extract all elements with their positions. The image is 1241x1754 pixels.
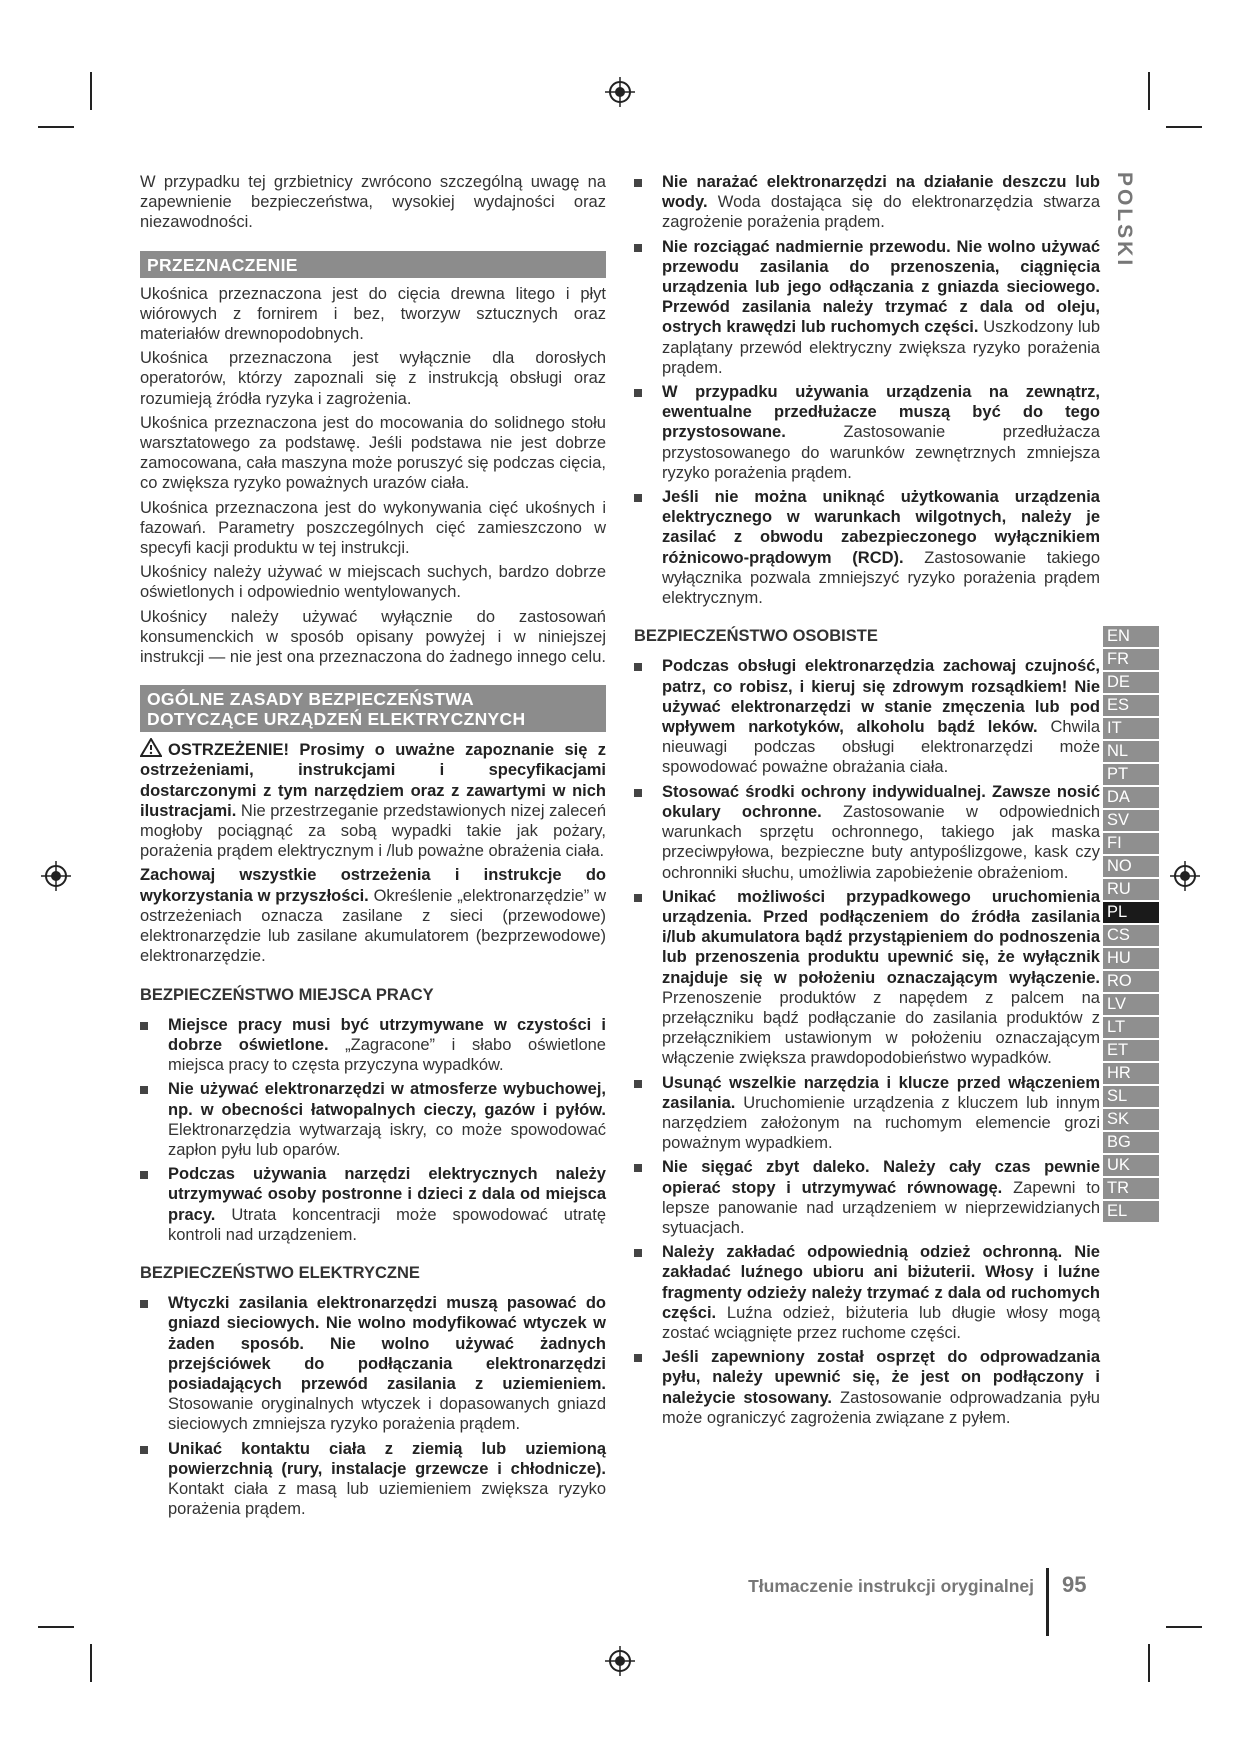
crop-mark xyxy=(1148,72,1150,110)
language-tab-list xyxy=(1103,626,1159,1224)
language-tab-pt: PT xyxy=(1103,764,1159,785)
language-tab-ro: RO xyxy=(1103,971,1159,992)
list-item: W przypadku używania urządzenia na zewnątrz, ewentualne przedłużacze muszą być do tego przystosowane. Zastosowanie przedłużacza przystosowanego do warunków zewnętrznych zmniejsza ryzyko porażenia prądem. xyxy=(634,382,1100,483)
intro-paragraph: W przypadku tej grzbietnicy zwrócono szczególną uwagę na zapewnienie bezpieczeństwa, wysokiej wydajności oraz niezawodności. xyxy=(140,173,606,232)
language-tab-lv: LV xyxy=(1103,994,1159,1015)
electrical-list-left xyxy=(140,1293,606,1519)
language-tab-es: ES xyxy=(1103,695,1159,716)
purpose-paragraph: Ukośnicy należy używać wyłącznie do zastosowań konsumenckich w sposób opisany powyżej i w niniejszej instrukcji — nie jest ona przeznaczona do żadnego innego celu. xyxy=(140,607,606,667)
list-item: Nie używać elektronarzędzi w atmosferze wybuchowej, np. w obecności łatwopalnych cieczy, gazów i pyłów. Elektronarzędzia wytwarzają iskry, co może spowodować zapłon pyłu lub oparów. xyxy=(140,1079,606,1160)
registration-mark-icon xyxy=(605,1646,635,1676)
warning-paragraph xyxy=(140,738,606,861)
crop-mark xyxy=(1166,1626,1202,1628)
language-tab-fi: FI xyxy=(1103,833,1159,854)
language-tab-bg: BG xyxy=(1103,1132,1159,1153)
footer-text: Tłumaczenie instrukcji oryginalnej xyxy=(748,1576,1034,1596)
language-tab-lt: LT xyxy=(1103,1017,1159,1038)
list-item: Podczas obsługi elektronarzędzia zachowaj czujność, patrz, co robisz, i kieruj się zdrowym rozsądkiem! Nie używać elektronarzędzi w stanie zmęczenia lub pod wpływem narkotyków, alkoholu bądź leków. Chwila nieuwagi podczas obsługi elektronarzędzi może spowodować poważne obrażania ciała. xyxy=(634,656,1100,777)
list-item: Nie rozciągać nadmiernie przewodu. Nie wolno używać przewodu zasilania do przenoszenia, ciągnięcia urządzenia lub jego odłączania z gniazda sieciowego. Przewód zasilania należy trzymać z dala od oleju, ostrych krawędzi lub ruchomych części. Uszkodzony lub zaplątany przewód elektryczny zwiększa ryzyko porażenia prądem. xyxy=(634,237,1100,378)
language-tab-et: ET xyxy=(1103,1040,1159,1061)
list-item: Wtyczki zasilania elektronarzędzi muszą pasować do gniazd sieciowych. Nie wolno modyfikować wtyczek w żaden sposób. Nie wolno używać żadnych przejściówek do podłączania elektronarzędzi posiadających przewód zasilania z uziemieniem. Stosowanie oryginalnych wtyczek i dopasowanych gniazd sieciowych zmniejsza ryzyko porażenia prądem. xyxy=(140,1293,606,1434)
list-item: Podczas używania narzędzi elektrycznych należy utrzymywać osoby postronne i dzieci z dala od miejsca pracy. Utrata koncentracji może spowodować utratę kontroli nad urządzeniem. xyxy=(140,1164,606,1245)
crop-mark xyxy=(38,1626,74,1628)
purpose-paragraph: Ukośnica przeznaczona jest wyłącznie dla dorosłych operatorów, którzy zapoznali się z instrukcją obsługi oraz rozumieją źródła ryzyka i zagrożenia. xyxy=(140,349,606,408)
left-column xyxy=(140,172,606,1523)
language-tab-sk: SK xyxy=(1103,1109,1159,1130)
heading-line: DOTYCZĄCE URZĄDZEŃ ELEKTRYCZNYCH xyxy=(147,709,526,730)
language-tab-nl: NL xyxy=(1103,741,1159,762)
list-item: Nie sięgać zbyt daleko. Należy cały czas pewnie opierać stopy i utrzymywać równowagę. Zapewni to lepsze panowanie nad urządzeniem w nieprzewidzianych sytuacjach. xyxy=(634,1157,1100,1238)
language-tab-de: DE xyxy=(1103,672,1159,693)
list-item: Usunąć wszelkie narzędzia i klucze przed włączeniem zasilania. Uruchomienie urządzenia z kluczem lub innym narzędziem założonym na ruchomym elemencie grozi poważnym wypadkiem. xyxy=(634,1073,1100,1154)
page-number: 95 xyxy=(1062,1572,1087,1597)
keep-text: Określenie „elektronarzędzie” w ostrzeżeniach oznacza zasilane z sieci (przewodowe) elektronarzędzie lub zasilane akumulatorem (bezprzewodowe) elektronarzędzie. xyxy=(140,886,607,966)
crop-mark xyxy=(90,1644,92,1682)
list-item: Unikać kontaktu ciała z ziemią lub uziemioną powierzchnią (rury, instalacje grzewcze i chłodnicze). Kontakt ciała z masą lub uziemieniem zwiększa ryzyko porażenia prądem. xyxy=(140,1439,606,1520)
right-column xyxy=(634,172,1100,1432)
subheading-personal: BEZPIECZEŃSTWO OSOBISTE xyxy=(634,627,878,646)
crop-mark xyxy=(38,126,74,128)
subheading-electrical: BEZPIECZEŃSTWO ELEKTRYCZNE xyxy=(140,1263,420,1282)
language-tab-fr: FR xyxy=(1103,649,1159,670)
language-tab-it: IT xyxy=(1103,718,1159,739)
language-tab-no: NO xyxy=(1103,856,1159,877)
language-tab-el: EL xyxy=(1103,1201,1159,1222)
language-tab-pl: PL xyxy=(1103,902,1159,923)
subheading-work-area: BEZPIECZEŃSTWO MIEJSCA PRACY xyxy=(140,985,434,1004)
electrical-list-right xyxy=(634,172,1100,608)
language-tab-sl: SL xyxy=(1103,1086,1159,1107)
crop-mark xyxy=(1166,126,1202,128)
side-language-title: POLSKI xyxy=(1113,172,1136,269)
list-item: Jeśli nie można uniknąć użytkowania urządzenia elektrycznego w warunkach wilgotnych, należy je zasilać z obwodu zabezpieczonego wyłącznikiem różnicowo-prądowym (RCD). Zastosowanie takiego wyłącznika pozwala zmniejszyć ryzyko porażenia prądem elektrycznym. xyxy=(634,487,1100,608)
purpose-paragraph: Ukośnica przeznaczona jest do cięcia drewna litego i płyt wiórowych z fornirem i bez, tworzyw sztucznych oraz materiałów drewnopodobnych. xyxy=(140,284,606,344)
registration-mark-icon xyxy=(41,861,71,891)
language-tab-sv: SV xyxy=(1103,810,1159,831)
language-tab-da: DA xyxy=(1103,787,1159,808)
keep-bold: Zachowaj wszystkie ostrzeżenia i instrukcje do wykorzystania w przyszłości. xyxy=(140,866,606,905)
language-tab-uk: UK xyxy=(1103,1155,1159,1176)
registration-mark-icon xyxy=(1170,861,1200,891)
list-item: Należy zakładać odpowiednią odzież ochronną. Nie zakładać luźnego ubioru ani biżuterii. Włosy i luźne fragmenty odzieży należy trzymać z dala od ruchomych części. Luźna odzież, biżuteria lub długie włosy mogą zostać wciągnięte przez ruchome części. xyxy=(634,1242,1100,1343)
list-item: Stosować środki ochrony indywidualnej. Zawsze nosić okulary ochronne. Zastosowanie w odpowiednich warunkach sprzętu ochronnego, takiego jak maska przeciwpyłowa, bezpieczne buty antypoślizgowe, kask czy ochronniki słuchu, umożliwia zapobieżenie obrażeniom. xyxy=(634,782,1100,883)
list-item: Unikać możliwości przypadkowego uruchomienia urządzenia. Przed podłączeniem do źródła zasilania i/lub akumulatora bądź przystąpieniem do podnoszenia lub przenoszenia produktu upewnić się, że wyłącznik znajduje się w położeniu oznaczającym wyłączenie. Przenoszenie produktów z napędem z palcem na przełączniku bądź podłączanie do zasilania produktów z przełącznikiem ustawionym w położeniu oznaczającym włączenie zwiększa prawdopodobieństwo wypadków. xyxy=(634,887,1100,1069)
list-item: Jeśli zapewniony został osprzęt do odprowadzania pyłu, należy upewnić się, że jest on podłączony i należycie stosowany. Zastosowanie odprowadzania pyłu może ograniczyć zagrożenia związane z pyłem. xyxy=(634,1347,1100,1428)
work-area-list xyxy=(140,1015,606,1245)
crop-mark xyxy=(1148,1644,1150,1682)
warning-bold: OSTRZEŻENIE! Prosimy o uważne zapoznanie się z ostrzeżeniami, instrukcjami i specyfikacjami dostarczonymi z tym narzędziem oraz z zawartymi w nich ilustracjami. xyxy=(140,741,606,820)
keep-instructions-paragraph xyxy=(140,865,606,966)
language-tab-tr: TR xyxy=(1103,1178,1159,1199)
registration-mark-icon xyxy=(605,77,635,107)
language-tab-hr: HR xyxy=(1103,1063,1159,1084)
personal-list xyxy=(634,656,1100,1428)
warning-triangle-icon xyxy=(140,738,162,757)
language-tab-en: EN xyxy=(1103,626,1159,647)
list-item: Nie narażać elektronarzędzi na działanie deszczu lub wody. Woda dostająca się do elektronarzędzia stwarza zagrożenie porażenia prądem. xyxy=(634,172,1100,233)
language-tab-ru: RU xyxy=(1103,879,1159,900)
purpose-paragraph: Ukośnica przeznaczona jest do wykonywania cięć ukośnych i fazowań. Parametry poszczególnych cięć zamieszczono w specyfi kacji produktu w tej instrukcji. xyxy=(140,498,606,558)
section-heading-general-safety xyxy=(140,685,606,732)
language-tab-hu: HU xyxy=(1103,948,1159,969)
crop-mark xyxy=(90,72,92,110)
language-tab-cs: CS xyxy=(1103,925,1159,946)
footer-divider xyxy=(1046,1568,1049,1636)
heading-line: OGÓLNE ZASADY BEZPIECZEŃSTWA xyxy=(147,689,474,710)
purpose-paragraph: Ukośnicy należy używać w miejscach suchych, bardzo dobrze oświetlonych i odpowiednio wentylowanych. xyxy=(140,563,606,602)
purpose-paragraph: Ukośnica przeznaczona jest do mocowania do solidnego stołu warsztatowego za podstawę. Jeśli podstawa nie jest dobrze zamocowana, cała maszyna może poruszyć się podczas cięcia, co zwiększa ryzyko poważnych urazów ciała. xyxy=(140,413,606,493)
list-item: Miejsce pracy musi być utrzymywane w czystości i dobrze oświetlone. „Zagracone” i słabo oświetlone miejsca pracy to częsta przyczyna wypadków. xyxy=(140,1015,606,1076)
warning-text: Nie przestrzeganie przedstawionych nizej zaleceń mogłoby pociągnąć za sobą wypadki takie jak pożary, porażenia prądem elektrycznym i /lub poważne obrażenia ciała. xyxy=(140,801,606,861)
section-heading-purpose: PRZEZNACZENIE xyxy=(140,251,606,278)
